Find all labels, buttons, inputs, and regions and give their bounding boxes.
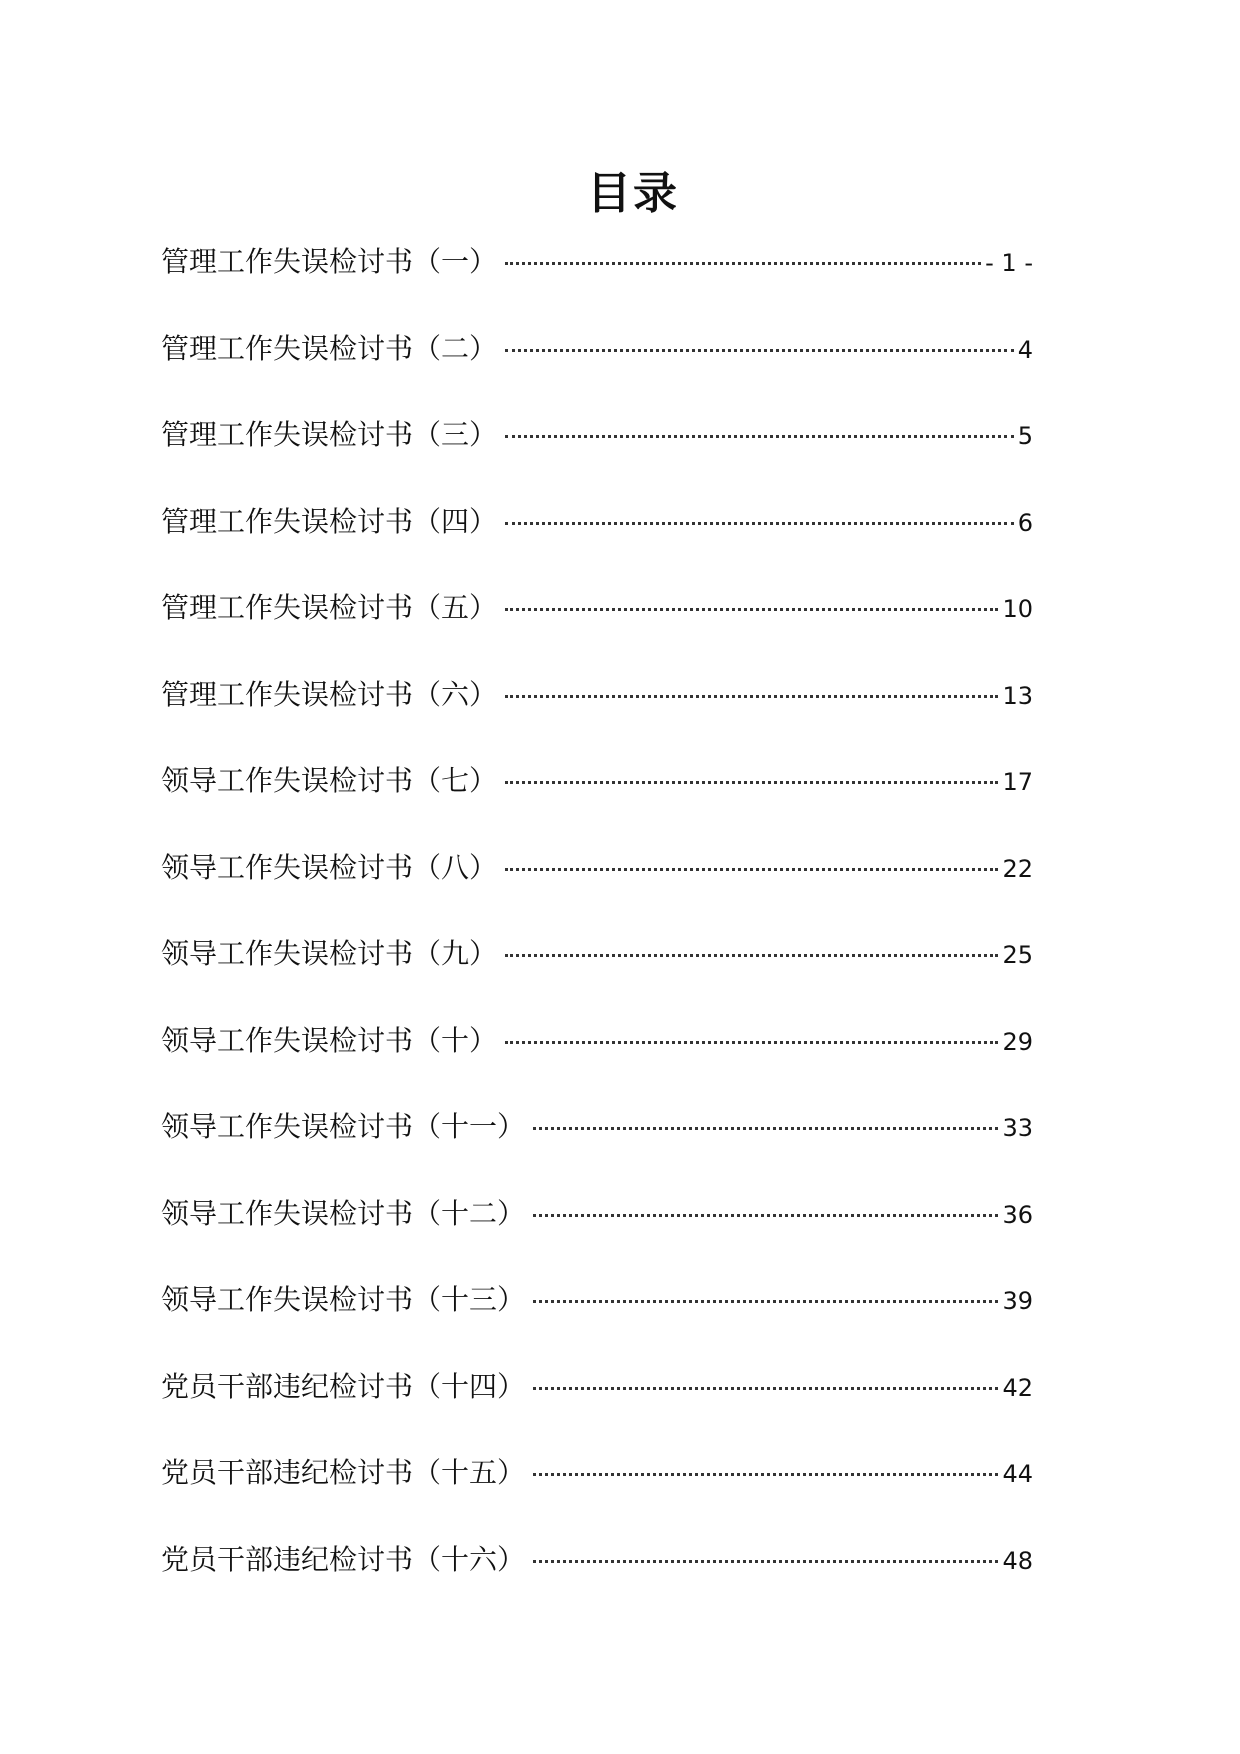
toc-entry-title: 管理工作失误检讨书（三） (161, 418, 498, 451)
toc-dot-leader (533, 1560, 998, 1563)
toc-dot-leader (533, 1387, 998, 1390)
toc-page-number: 29 (1002, 1027, 1033, 1056)
toc-entry[interactable] (161, 1451, 1033, 1538)
toc-dot-leader (533, 1473, 998, 1476)
toc-entry-title: 领导工作失误检讨书（八） (161, 850, 498, 884)
toc-entry[interactable] (161, 413, 1033, 500)
toc-entry-title: 领导工作失误检讨书（十二） (161, 1196, 526, 1230)
toc-entry[interactable] (161, 1365, 1033, 1452)
toc-page-number: 5 (1017, 422, 1033, 450)
toc-entry-title: 领导工作失误检讨书（九） (161, 937, 498, 970)
toc-entry-title: 领导工作失误检讨书（十） (161, 1023, 498, 1057)
toc-entry-title: 党员干部违纪检讨书（十六） (161, 1542, 526, 1576)
toc-page-number: 25 (1002, 941, 1033, 969)
toc-entry[interactable] (161, 240, 1033, 327)
toc-entry[interactable] (161, 586, 1033, 673)
toc-entry[interactable] (161, 327, 1033, 414)
toc-entry[interactable] (161, 1192, 1033, 1279)
toc-page-number: 36 (1002, 1200, 1033, 1229)
toc-entry[interactable] (161, 500, 1033, 587)
toc-entry[interactable] (161, 1019, 1033, 1106)
toc-entry-title: 管理工作失误检讨书（一） (161, 245, 498, 278)
toc-entry[interactable] (161, 1538, 1033, 1625)
toc-page-number: 44 (1002, 1460, 1033, 1488)
toc-entry-title: 领导工作失误检讨书（十三） (161, 1283, 526, 1316)
toc-page-number: 10 (1002, 595, 1033, 623)
toc-entry[interactable] (161, 673, 1033, 760)
toc-entry[interactable] (161, 1278, 1033, 1365)
toc-entry-title: 管理工作失误检讨书（六） (161, 677, 498, 711)
toc-page-number: 39 (1002, 1287, 1033, 1315)
toc-entry-title: 党员干部违纪检讨书（十四） (161, 1369, 526, 1403)
toc-page-number: 33 (1002, 1114, 1033, 1142)
toc-title: 目录 (587, 168, 679, 219)
toc-entry-title: 管理工作失误检讨书（四） (161, 504, 498, 538)
toc-page-number: 13 (1002, 681, 1033, 710)
toc-dot-leader (505, 695, 998, 698)
toc-page-number: 22 (1002, 854, 1033, 883)
toc-page-number: 6 (1017, 508, 1033, 537)
toc-dot-leader (505, 262, 981, 265)
toc-dot-leader (505, 868, 998, 871)
toc-dot-leader (505, 781, 998, 784)
toc-dot-leader (533, 1214, 998, 1217)
toc-entry-title: 管理工作失误检讨书（二） (161, 331, 498, 365)
toc-dot-leader (505, 1041, 998, 1044)
toc-page-number: 48 (1002, 1546, 1033, 1575)
toc-entry[interactable] (161, 759, 1033, 846)
toc-entry[interactable] (161, 1105, 1033, 1192)
toc-page-number: 17 (1002, 768, 1033, 796)
toc-dot-leader (505, 954, 998, 957)
toc-entry-title: 管理工作失误检讨书（五） (161, 591, 498, 624)
toc-dot-leader (505, 435, 1014, 438)
toc-list (161, 240, 1033, 1624)
toc-dot-leader (505, 608, 998, 611)
toc-dot-leader (533, 1127, 998, 1130)
toc-entry-title: 领导工作失误检讨书（十一） (161, 1110, 526, 1143)
toc-entry-title: 领导工作失误检讨书（七） (161, 764, 498, 797)
toc-dot-leader (533, 1300, 998, 1303)
toc-page-number: 4 (1017, 335, 1033, 364)
toc-entry[interactable] (161, 846, 1033, 933)
toc-page-number: 42 (1002, 1373, 1033, 1402)
toc-entry[interactable] (161, 932, 1033, 1019)
toc-entry-title: 党员干部违纪检讨书（十五） (161, 1456, 526, 1489)
toc-dot-leader (505, 349, 1014, 352)
toc-page-number: - 1 - (985, 249, 1033, 277)
toc-dot-leader (505, 522, 1014, 525)
